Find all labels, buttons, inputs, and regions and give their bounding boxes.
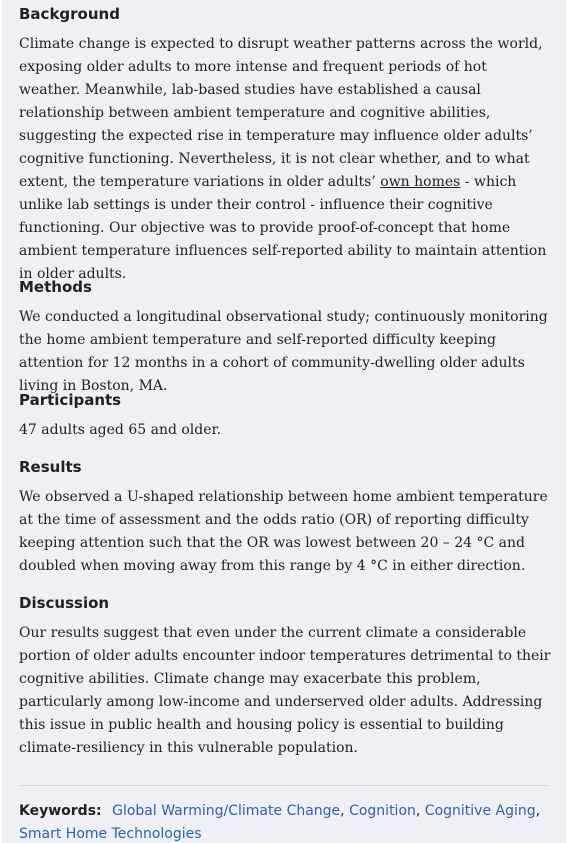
keyword-separator: , [415, 803, 425, 819]
background-heading: Background [19, 5, 120, 23]
keyword-link-smart-home-technologies[interactable]: Smart Home Technologies [19, 826, 202, 842]
keyword-separator: , [535, 803, 541, 819]
keyword-link-global-warming[interactable]: Global Warming/Climate Change [112, 803, 341, 819]
discussion-heading: Discussion [19, 594, 110, 612]
discussion-text: Our results suggest that even under the current climate a considerable portion of older adults encounter indoor temperatures detrimental to their cognitive abilities. Climate change may exacerbate this problem, particularly among low-income and underserved older adults. Addressing this issue in public health and housing policy is essential to building climate-resiliency in this vulnerable population. [19, 625, 551, 756]
keywords-list [19, 800, 549, 843]
keyword-separator: , [340, 803, 350, 819]
keyword-link-cognition[interactable]: Cognition [349, 803, 416, 819]
background-text-part-1: Climate change is expected to disrupt weather patterns across the world, exposing older adults to more intense and frequent periods of hot weather. Meanwhile, lab-based studies have established a causal relationship between ambient temperature and cognitive abilities, suggesting the expected rise in temperature may influence older adults’ cognitive functioning. Nevertheless, it is not clear whether, and to what extent, the temperature variations in older adults’ [19, 36, 543, 190]
participants-text: 47 adults aged 65 and older. [19, 422, 222, 438]
results-text: We observed a U-shaped relationship between home ambient temperature at the time of assessment and the odds ratio (OR) of reporting difficulty keeping attention such that the OR was lowest between 20 – 24 °C and doubled when moving away from this range by 4 °C in either direction. [19, 489, 548, 574]
abstract-panel [2, 0, 566, 843]
own-homes-emphasis: own homes [380, 174, 461, 190]
background-text [19, 33, 551, 286]
keyword-link-cognitive-aging[interactable]: Cognitive Aging [424, 803, 536, 819]
methods-text: We conducted a longitudinal observational study; continuously monitoring the home ambient temperature and self-reported difficulty keeping attention for 12 months in a cohort of community-dwelling older adults living in Boston, MA. [19, 309, 548, 394]
participants-section [19, 389, 551, 442]
methods-heading: Methods [19, 278, 92, 296]
discussion-section [19, 592, 551, 760]
methods-section [19, 276, 551, 398]
results-heading: Results [19, 458, 82, 476]
keywords-divider [19, 785, 549, 786]
background-section [19, 3, 551, 286]
keywords-label: Keywords: [19, 803, 102, 819]
background-text-part-2: - which unlike lab settings is under their control - influence their cognitive functioning. Our objective was to provide proof-of-concept that home ambient temperature influences self-reported ability to maintain attention in older adults. [19, 174, 547, 282]
results-section [19, 456, 551, 578]
participants-heading: Participants [19, 391, 122, 409]
